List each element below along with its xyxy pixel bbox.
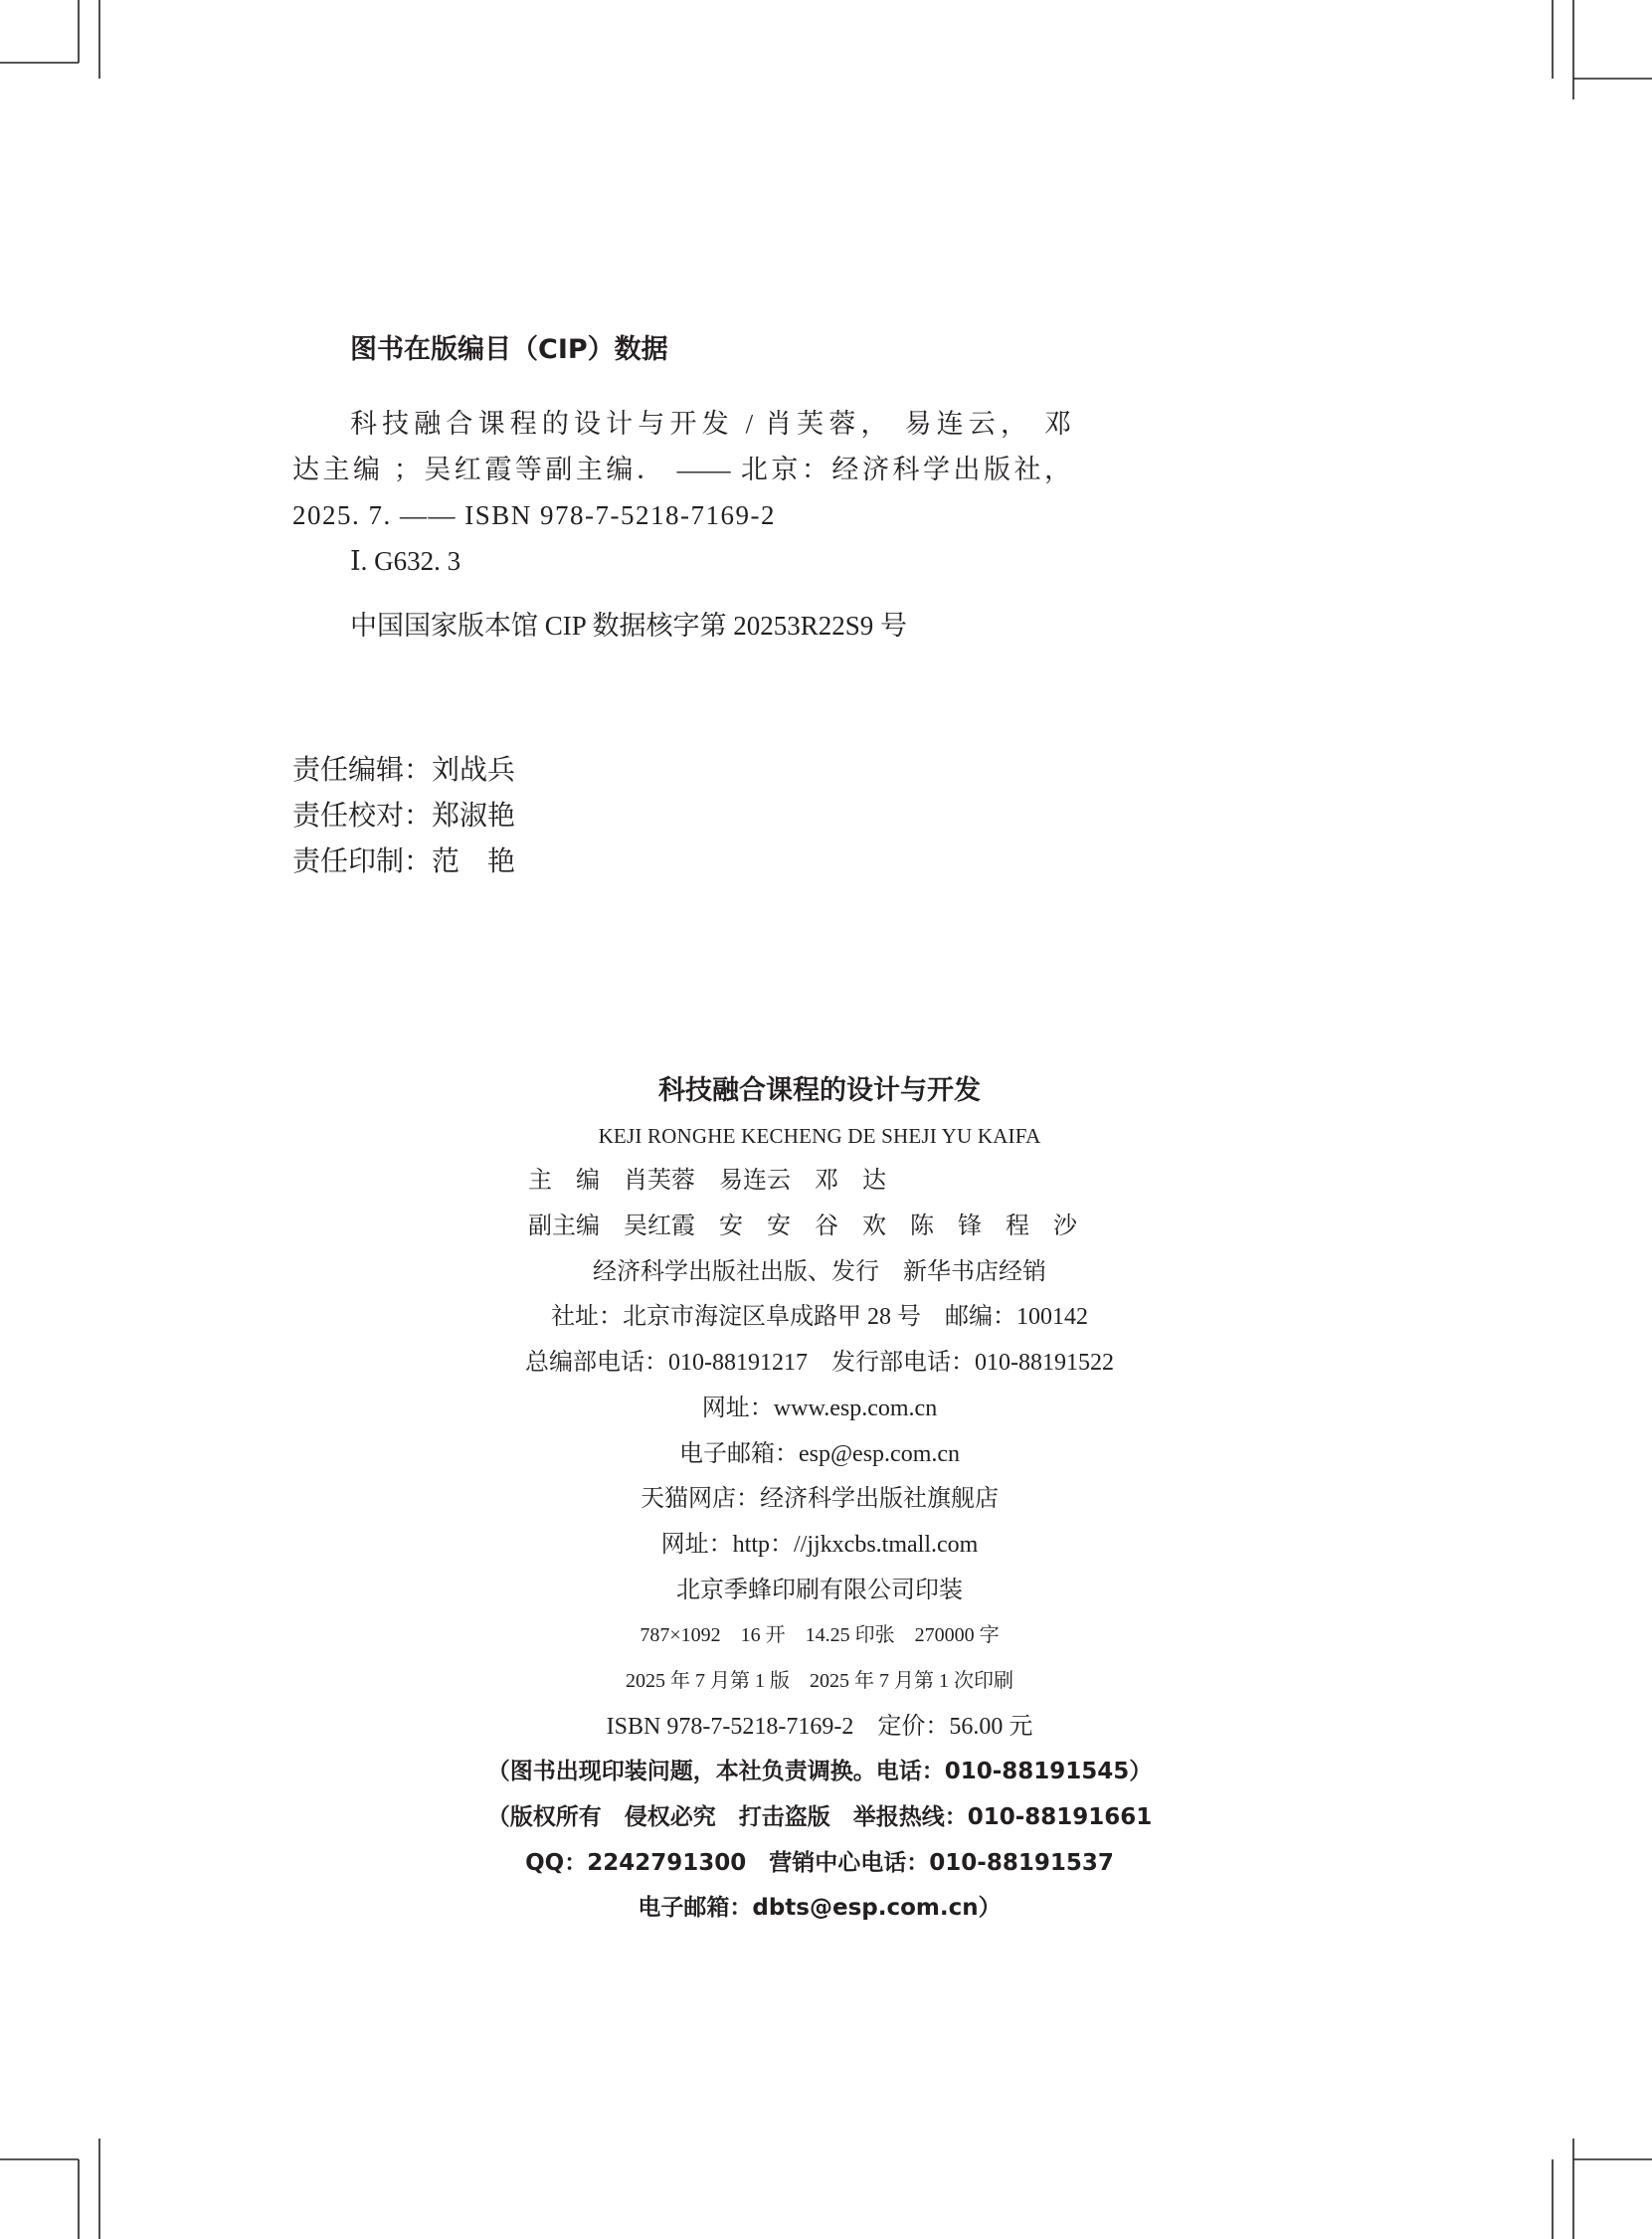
staff-name: 范 艳 — [432, 846, 516, 877]
editor-name: 吴红霞 — [624, 1213, 695, 1240]
notice-line: （版权所有 侵权必究 打击盗版 举报热线：010-88191661 — [486, 1804, 1153, 1830]
notice-line: QQ：2242791300 营销中心电话：010-88191537 — [525, 1849, 1114, 1876]
cip-entry-line: 2025. 7. —— ISBN 978-7-5218-7169-2 — [292, 500, 776, 530]
cip-entry-line: 科技融合课程的设计与开发 / 肖芙蓉， 易连云， 邓 — [350, 409, 1071, 439]
editor-name: 陈 锋 — [910, 1213, 982, 1240]
notice-line: （图书出现印装问题，本社负责调换。电话：010-88191545） — [486, 1759, 1153, 1785]
cip-entry — [292, 401, 1071, 584]
staff-role: 责任印制： — [292, 846, 433, 877]
cip-entry-line: Ⅰ. G632. 3 — [350, 546, 461, 576]
tmall-url: 网址：http：//jjkxcbs.tmall.com — [660, 1531, 979, 1558]
colophon — [0, 1068, 1639, 1932]
printer: 北京季蜂印刷有限公司印装 — [676, 1577, 963, 1603]
book-title: 科技融合课程的设计与开发 — [658, 1075, 981, 1106]
cip-heading: 图书在版编目（CIP）数据 — [350, 334, 668, 365]
notice-line: 电子邮箱：dbts@esp.com.cn） — [638, 1895, 1002, 1922]
edition-info: 2025 年 7 月第 1 版 2025 年 7 月第 1 次印刷 — [626, 1669, 1013, 1692]
cip-entry-line: 达主编 ；吴红霞等副主编． —— 北京：经济科学出版社， — [292, 455, 1071, 484]
associate-editors — [0, 1205, 1639, 1250]
staff-name: 刘战兵 — [432, 755, 516, 786]
chief-editors-role: 主 编 — [528, 1168, 600, 1195]
publisher-line: 经济科学出版社出版、发行 新华书店经销 — [593, 1258, 1046, 1285]
editor-name: 程 沙 — [1006, 1213, 1077, 1240]
tmall-store: 天猫网店：经济科学出版社旗舰店 — [641, 1486, 999, 1513]
book-format: 787×1092 16 开 14.25 印张 270000 字 — [640, 1624, 1000, 1647]
book-title-pinyin: KEJI RONGHE KECHENG DE SHEJI YU KAIFA — [598, 1123, 1041, 1148]
isbn-price: ISBN 978-7-5218-7169-2 定价：56.00 元 — [606, 1713, 1033, 1740]
editor-name: 易连云 — [719, 1168, 791, 1195]
publisher-address: 社址：北京市海淀区阜成路甲 28 号 邮编：100142 — [551, 1304, 1088, 1331]
staff-row-printing — [292, 840, 515, 885]
staff-row-editor — [292, 748, 515, 794]
publisher-phones: 总编部电话：010-88191217 发行部电话：010-88191522 — [525, 1350, 1114, 1377]
staff-list — [292, 748, 515, 885]
staff-role: 责任校对： — [292, 801, 433, 832]
associate-editors-role: 副主编 — [528, 1213, 600, 1240]
publisher-website: 网址：www.esp.com.cn — [701, 1395, 938, 1421]
publisher-email: 电子邮箱：esp@esp.com.cn — [678, 1440, 961, 1467]
staff-row-proofreader — [292, 794, 515, 840]
editor-name: 肖芙蓉 — [624, 1168, 695, 1195]
chief-editors — [0, 1159, 1639, 1205]
editor-name: 谷 欢 — [815, 1213, 886, 1240]
editor-name: 邓 达 — [815, 1168, 886, 1195]
cip-record-number: 中国国家版本馆 CIP 数据核字第 20253R22S9 号 — [350, 611, 908, 641]
editor-name: 安 安 — [719, 1213, 791, 1240]
staff-name: 郑淑艳 — [432, 801, 516, 832]
staff-role: 责任编辑： — [292, 755, 433, 786]
